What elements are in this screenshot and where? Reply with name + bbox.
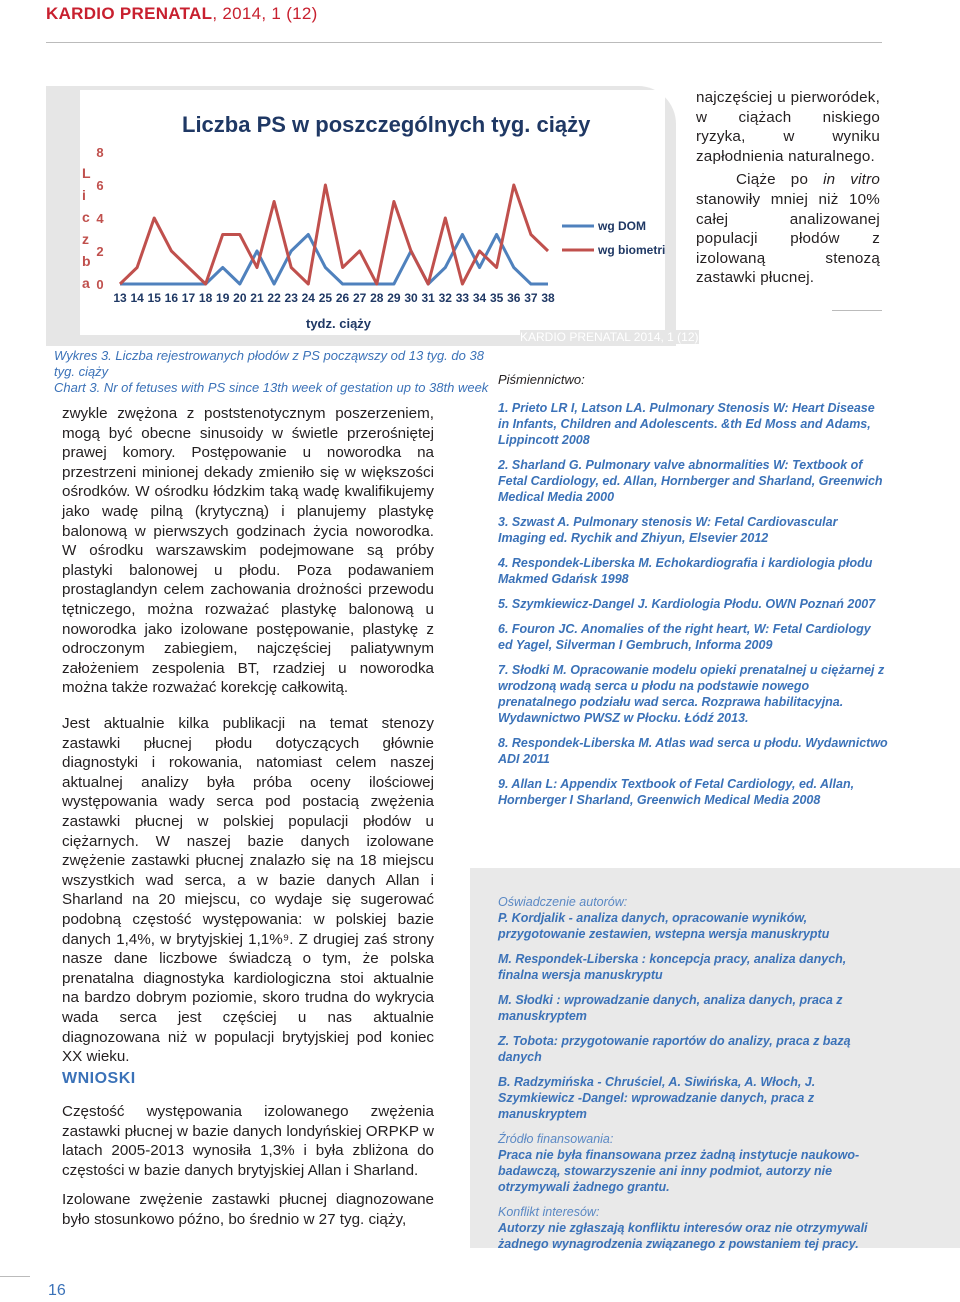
x-tick-label: 19 <box>216 291 230 305</box>
x-tick-label: 14 <box>130 291 144 305</box>
x-tick-label: 37 <box>524 291 538 305</box>
author-contribution: Z. Tobota: przygotowanie raportów do analizy, praca z bazą danych <box>498 1034 851 1064</box>
paragraph: najczęściej u pierworódek, w ciążach niskiego ryzyka, w wyniku zapłodnienia naturalnego. <box>696 89 880 165</box>
author-contribution: B. Radzymińska - Chruściel, A. Siwińska, A. Włoch, J. Szymkiewicz -Dangel: wprowadzanie danych, praca z manuskryptem <box>498 1075 816 1121</box>
y-tick-label: 8 <box>96 145 104 160</box>
x-tick-label: 13 <box>113 291 127 305</box>
author-contribution: P. Kordjalik - analiza danych, opracowanie wyników, przygotowanie zestawien, wstepna wersja manuskryptu <box>498 911 830 941</box>
reference-item: 6. Fouron JC. Anomalies of the right heart, W: Fetal Cardiology ed Yagel, Silverman I Gembruch, Informa 2009 <box>498 622 871 652</box>
legend-label: wg DOM <box>598 219 646 233</box>
reference-item: 2. Sharland G. Pulmonary valve abnormalities W: Textbook of Fetal Cardiology, ed. Allan, Hornberger and Sharland, Greenwich Medical Media 2000 <box>498 458 883 504</box>
column-divider <box>832 310 882 311</box>
footer-divider <box>0 1276 30 1277</box>
reference-item: 8. Respondek-Liberska M. Atlas wad serca u płodu. Wydawnictwo ADI 2011 <box>498 736 888 766</box>
x-tick-label: 27 <box>353 291 367 305</box>
x-tick-label: 36 <box>507 291 521 305</box>
reference-item: 9. Allan L: Appendix Textbook of Fetal Cardiology, ed. Allan, Hornberger I Sharland, Greenwich Medical Media 2008 <box>498 777 855 807</box>
x-tick-label: 30 <box>404 291 418 305</box>
x-tick-label: 34 <box>472 291 487 305</box>
funding-label: Źródło finansowania: <box>498 1132 614 1146</box>
legend-label: wg biometrii <box>598 243 665 257</box>
x-tick-label: 24 <box>301 291 315 305</box>
conflict-label: Konflikt interesów: <box>498 1205 600 1219</box>
x-tick-label: 29 <box>387 291 401 305</box>
right-column-text <box>696 88 880 288</box>
reference-item: 3. Szwast A. Pulmonary stenosis W: Fetal Cardiovascular Imaging ed. Rychik and Zhiyun, Elsevier 2012 <box>498 515 838 545</box>
reference-item: 7. Słodki M. Opracowanie modelu opieki prenatalnej u ciężarnej z wrodzoną wadą serca u płodu na podstawie nowego prenatalnego podziału wad serca. Rozprawa habilitacyjna. Wydawnictwo PWSZ w Płocku. Łódź 2013. <box>498 663 885 725</box>
y-axis-label-letter: z <box>82 231 89 247</box>
x-tick-label: 28 <box>370 291 384 305</box>
y-axis-label-letter: c <box>82 209 90 225</box>
x-tick-label: 35 <box>489 291 504 305</box>
x-tick-label: 16 <box>164 291 179 305</box>
x-tick-label: 23 <box>284 291 298 305</box>
x-tick-label: 20 <box>233 291 247 305</box>
x-axis-title: tydz. ciąży <box>306 316 372 331</box>
x-tick-label: 18 <box>198 291 213 305</box>
line-chart <box>80 90 665 335</box>
page-number: 16 <box>48 1282 66 1299</box>
funding-text: Praca nie była finansowana przez żadną instytucje naukowo-badawczą, stowarzyszenie ani inny podmiot, autorzy nie otrzymywali żadnego grantu. <box>498 1148 860 1194</box>
paragraph-part: stanowiły mniej niż 10% całej analizowanej populacji płodów z izolowaną stenozą zastawki płucnej. <box>696 190 880 287</box>
y-tick-label: 2 <box>96 244 104 259</box>
body-paragraph-2-text: Jest aktualnie kilka publikacji na temat stenozy zastawki płucnej płodu dotyczących głównie diagnostyki i rokowania, natomiast celem naszej aktualnej analizy była próba oceny ilościowej występowania wady serca pod postacią zwężenia zastawki płucnej w polskiej populacji płodów u ciężarnych. W naszej bazie danych izolowane zwężenie zastawki płucnej znalazło się na 18 miejscu wszystkich wad serca, a w bazie danych Allan i Sharland na 20 miejscu, co wydaje się sugerować podobną częstość występowania: w polskiej bazie danych 1,4%, w brytyjskiej 1,1%⁹. Z drugiej zaś strony nasze dane liczbowe świadczą o tym, że polska prenatalna diagnostyka kardiologiczna stoi aktualnie na bardzo dobrym poziomie, skoro trudna do wykrycia wada serca jest częściej u nas aktualnie diagnozowana niż w populacji brytyjskiej pod koniec XX wieku. <box>62 715 434 1066</box>
y-tick-label: 4 <box>96 211 104 226</box>
figure-caption <box>54 348 494 396</box>
y-axis-label-letter: b <box>82 253 91 269</box>
author-contribution: M. Słodki : wprowadzanie danych, analiza danych, praca z manuskryptem <box>498 993 843 1023</box>
journal-name: KARDIO PRENATAL <box>46 4 213 23</box>
authors-label: Oświadczenie autorów: <box>498 895 628 909</box>
y-axis-label-letter: L <box>82 165 91 181</box>
x-tick-label: 15 <box>147 291 161 305</box>
author-contribution: M. Respondek-Liberska : koncepcja pracy, analiza danych, finalna wersja manuskryptu <box>498 952 847 982</box>
body-paragraph-3: Częstość występowania izolowanego zwężenia zastawki płucnej w bazie danych londyńskiej ORPKP w latach 2005-2013 wynosiła 1,3% i była zbliżona do częstości w bazie danych brytyjskiej Allan i Sharland. <box>62 1103 434 1179</box>
body-paragraph-2 <box>62 714 434 1067</box>
references-list <box>498 400 888 817</box>
paragraph-part: Ciąże po <box>736 171 824 189</box>
x-tick-label: 31 <box>421 291 435 305</box>
x-tick-label: 22 <box>267 291 281 305</box>
y-axis-label-letter: a <box>82 275 90 291</box>
journal-header <box>46 4 318 24</box>
strip-text: KARDIO PRENATAL 2014, 1 (12) <box>520 330 699 344</box>
reference-item: 1. Prieto LR I, Latson LA. Pulmonary Stenosis W: Heart Disease in Infants, Children and Adolescents. &th Ed Moss and Adams, Lippincott 2008 <box>498 401 875 447</box>
chart-title: Liczba PS w poszczególnych tyg. ciąży <box>182 112 591 137</box>
x-tick-label: 25 <box>318 291 333 305</box>
caption-pl: Wykres 3. Liczba rejestrowanych płodów z PS począwszy od 13 tyg. do 38 tyg. ciąży <box>54 348 484 379</box>
x-tick-label: 38 <box>541 291 555 305</box>
x-tick-label: 32 <box>438 291 452 305</box>
series-line-wg-biometrii <box>120 185 548 284</box>
x-tick-label: 33 <box>455 291 470 305</box>
x-tick-label: 21 <box>250 291 264 305</box>
conflict-text: Autorzy nie zgłaszają konfliktu interesów oraz nie otrzymywali żadnego wynagrodzenia związanego z powstaniem tej pracy. <box>498 1221 868 1251</box>
caption-en: Chart 3. Nr of fetuses with PS since 13th week of gestation up to 38th week <box>54 380 489 395</box>
y-tick-label: 6 <box>96 178 104 193</box>
section-heading-wnioski: WNIOSKI <box>62 1070 136 1087</box>
x-tick-label: 26 <box>335 291 350 305</box>
journal-issue: , 2014, 1 (12) <box>212 4 318 23</box>
paragraph-italic: in vitro <box>823 171 880 189</box>
declarations <box>498 888 888 1261</box>
series-line-wg-dom <box>120 235 548 285</box>
chart-panel <box>80 90 665 335</box>
x-tick-label: 17 <box>181 291 196 305</box>
body-paragraph-4: Izolowane zwężenie zastawki płucnej diagnozowane było stosunkowo późno, bo średnio w 27 tyg. ciąży, <box>62 1191 434 1228</box>
y-tick-label: 0 <box>96 277 104 292</box>
references-heading: Piśmiennictwo: <box>498 372 585 387</box>
reference-item: 5. Szymkiewicz-Dangel J. Kardiologia Płodu. OWN Poznań 2007 <box>498 597 876 611</box>
header-divider <box>46 42 882 43</box>
y-axis-label-letter: i <box>82 187 86 203</box>
paragraph <box>696 170 880 288</box>
body-paragraph-1: zwykle zwężona z poststenotycznym poszerzeniem, mogą być obecne sinusoidy w świetle przerośniętej prawej komory. Postępowanie u noworodka na przestrzeni minionej dekady zmieniło się w większości ośrodków. W ośrodku łódzkim taką wadę kwalifikujemy jako wadę pilną (krytyczną) i planujemy plastykę balonową w pierwszych godzinach życia noworodka. W ośrodku warszawskim podejmowane są próby plastyki balonowej u płodu. Poza podawaniem prostaglandyn celem zachowania drożności przewodu tętniczego, można rozważać plastykę balonową u noworodka jako izolowane postępowanie, plastykę z odroczonym zabiegiem, najczęściej paliatywnym założeniem zespolenia BT, rzadziej u noworodka można także rozważać korekcję całkowitą. <box>62 405 434 697</box>
reference-item: 4. Respondek-Liberska M. Echokardiografia i kardiologia płodu Makmed Gdańsk 1998 <box>498 556 873 586</box>
